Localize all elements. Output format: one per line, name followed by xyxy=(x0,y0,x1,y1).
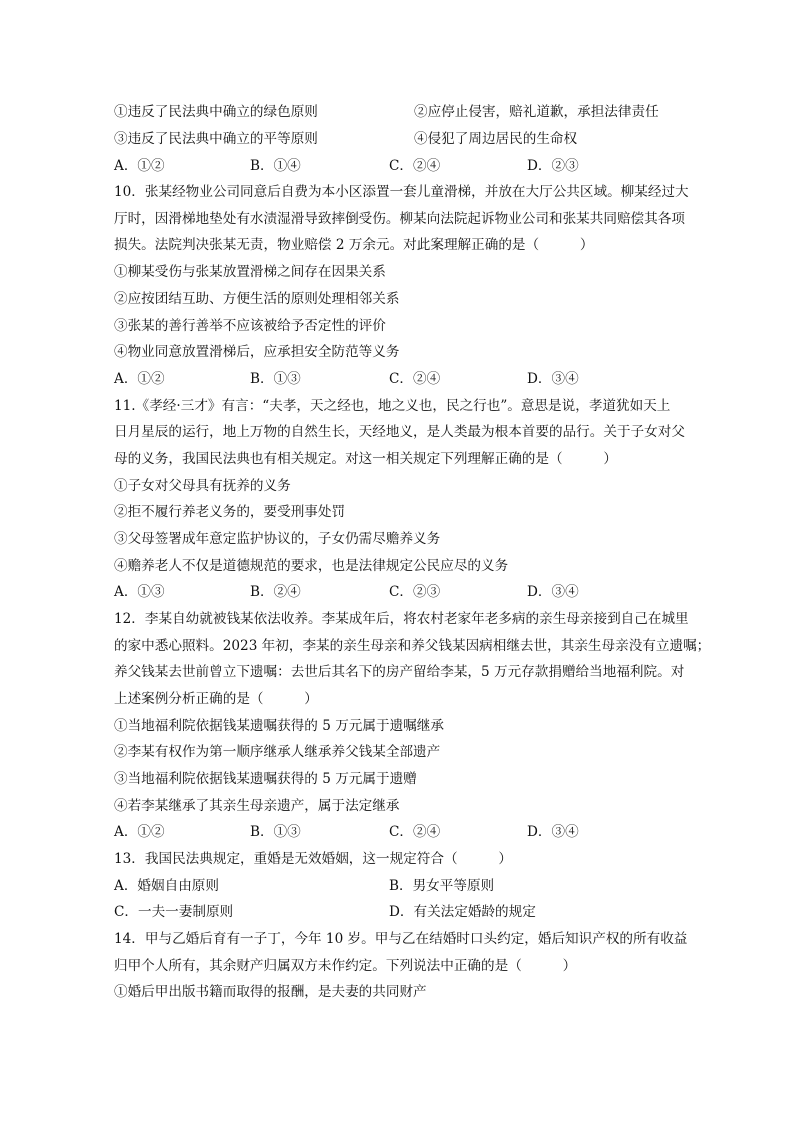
q10-option-a: A．①② xyxy=(114,371,165,387)
q12-option-d: D．③④ xyxy=(527,824,579,840)
q11-statement-2: ②拒不履行养老义务的，要受刑事处罚 xyxy=(114,504,346,520)
q9-option-a: A．①② xyxy=(114,158,165,174)
q10-stem-line: 厅时，因滑梯地垫处有水渍湿滑导致摔倒受伤。柳某向法院起诉物业公司和张某共同赔偿其各项 xyxy=(114,211,685,227)
q13-option-c: C．一夫一妻制原则 xyxy=(114,904,234,920)
q12-stem-line: 养父钱某去世前曾立下遗嘱：去世后其名下的房产留给李某，5 万元存款捐赠给当地福利院。对 xyxy=(114,664,685,680)
q12-option-a: A．①② xyxy=(114,824,165,840)
q13-option-b: B．男女平等原则 xyxy=(389,878,495,894)
q12-option-c: C．②④ xyxy=(389,824,441,840)
q12-stem-line: 12．李某自幼就被钱某依法收养。李某成年后，将农村老家年老多病的亲生母亲接到自己在城里 xyxy=(114,611,689,627)
q14-stem-line: 14．甲与乙婚后育有一子丁，今年 10 岁。甲与乙在结婚时口头约定，婚后知识产权的所有收益 xyxy=(114,931,688,947)
q11-statement-1: ①子女对父母具有抚养的义务 xyxy=(114,478,291,494)
q10-statement-2: ②应按团结互助、方便生活的原则处理相邻关系 xyxy=(114,291,400,307)
q11-statement-4: ④赡养老人不仅是道德规范的要求，也是法律规定公民应尽的义务 xyxy=(114,558,509,574)
q11-stem-line: 11.《孝经·三才》有言：“夫孝，天之经也，地之义也，民之行也”。意思是说，孝道犹如天上 xyxy=(114,398,671,414)
q13-option-d: D．有关法定婚龄的规定 xyxy=(389,904,536,920)
q9-statement-1: ①违反了民法典中确立的绿色原则 xyxy=(114,104,318,120)
q11-option-b: B．②④ xyxy=(250,584,301,600)
q10-option-c: C．②④ xyxy=(389,371,441,387)
q14-statement-1: ①婚后甲出版书籍而取得的报酬，是夫妻的共同财产 xyxy=(114,984,427,1000)
q10-option-b: B．①③ xyxy=(250,371,301,387)
q9-statement-4: ④侵犯了周边居民的生命权 xyxy=(414,131,578,147)
q11-option-c: C．②③ xyxy=(389,584,441,600)
q12-option-b: B．①③ xyxy=(250,824,301,840)
q10-statement-1: ①柳某受伤与张某放置滑梯之间存在因果关系 xyxy=(114,264,386,280)
q12-statement-1: ①当地福利院依据钱某遗嘱获得的 5 万元属于遗嘱继承 xyxy=(114,718,444,734)
q9-option-c: C．②④ xyxy=(389,158,441,174)
q11-statement-3: ③父母签署成年意定监护协议的，子女仍需尽赡养义务 xyxy=(114,531,441,547)
q10-stem-line: 损失。法院判决张某无责，物业赔偿 2 万余元。对此案理解正确的是（ ） xyxy=(114,237,594,253)
q11-stem-line: 日月星辰的运行，地上万物的自然生长，天经地义，是人类最为根本首要的品行。关于子女对父 xyxy=(114,424,685,440)
q12-stem-line: 上述案例分析正确的是（ ） xyxy=(114,691,318,707)
q13-stem-line: 13．我国民法典规定，重婚是无效婚姻，这一规定符合（ ） xyxy=(114,851,512,867)
q12-statement-4: ④若李某继承了其亲生母亲遗产，属于法定继承 xyxy=(114,798,400,814)
q9-option-d: D．②③ xyxy=(527,158,579,174)
q9-option-b: B．①④ xyxy=(250,158,301,174)
q13-option-a: A．婚姻自由原则 xyxy=(114,878,219,894)
q10-statement-4: ④物业同意放置滑梯后，应承担安全防范等义务 xyxy=(114,344,400,360)
q12-stem-line: 的家中悉心照料。2023 年初，李某的亲生母亲和养父钱某因病相继去世，其亲生母亲没有立遗嘱； xyxy=(114,638,711,654)
q10-statement-3: ③张某的善行善举不应该被给予否定性的评价 xyxy=(114,318,386,334)
q10-option-d: D．③④ xyxy=(527,371,579,387)
q11-option-d: D．③④ xyxy=(527,584,579,600)
q12-statement-3: ③当地福利院依据钱某遗嘱获得的 5 万元属于遗赠 xyxy=(114,771,417,787)
q14-stem-line: 归甲个人所有，其余财产归属双方未作约定。下列说法中正确的是（ ） xyxy=(114,958,577,974)
q9-statement-3: ③违反了民法典中确立的平等原则 xyxy=(114,131,318,147)
q11-stem-line: 母的义务，我国民法典也有相关规定。对这一相关规定下列理解正确的是（ ） xyxy=(114,451,617,467)
q9-statement-2: ②应停止侵害，赔礼道歉，承担法律责任 xyxy=(414,104,659,120)
q11-option-a: A．①③ xyxy=(114,584,165,600)
q12-statement-2: ②李某有权作为第一顺序继承人继承养父钱某全部遗产 xyxy=(114,744,441,760)
q10-stem-line: 10．张某经物业公司同意后自费为本小区添置一套儿童滑梯，并放在大厅公共区域。柳某经过大 xyxy=(114,184,689,200)
